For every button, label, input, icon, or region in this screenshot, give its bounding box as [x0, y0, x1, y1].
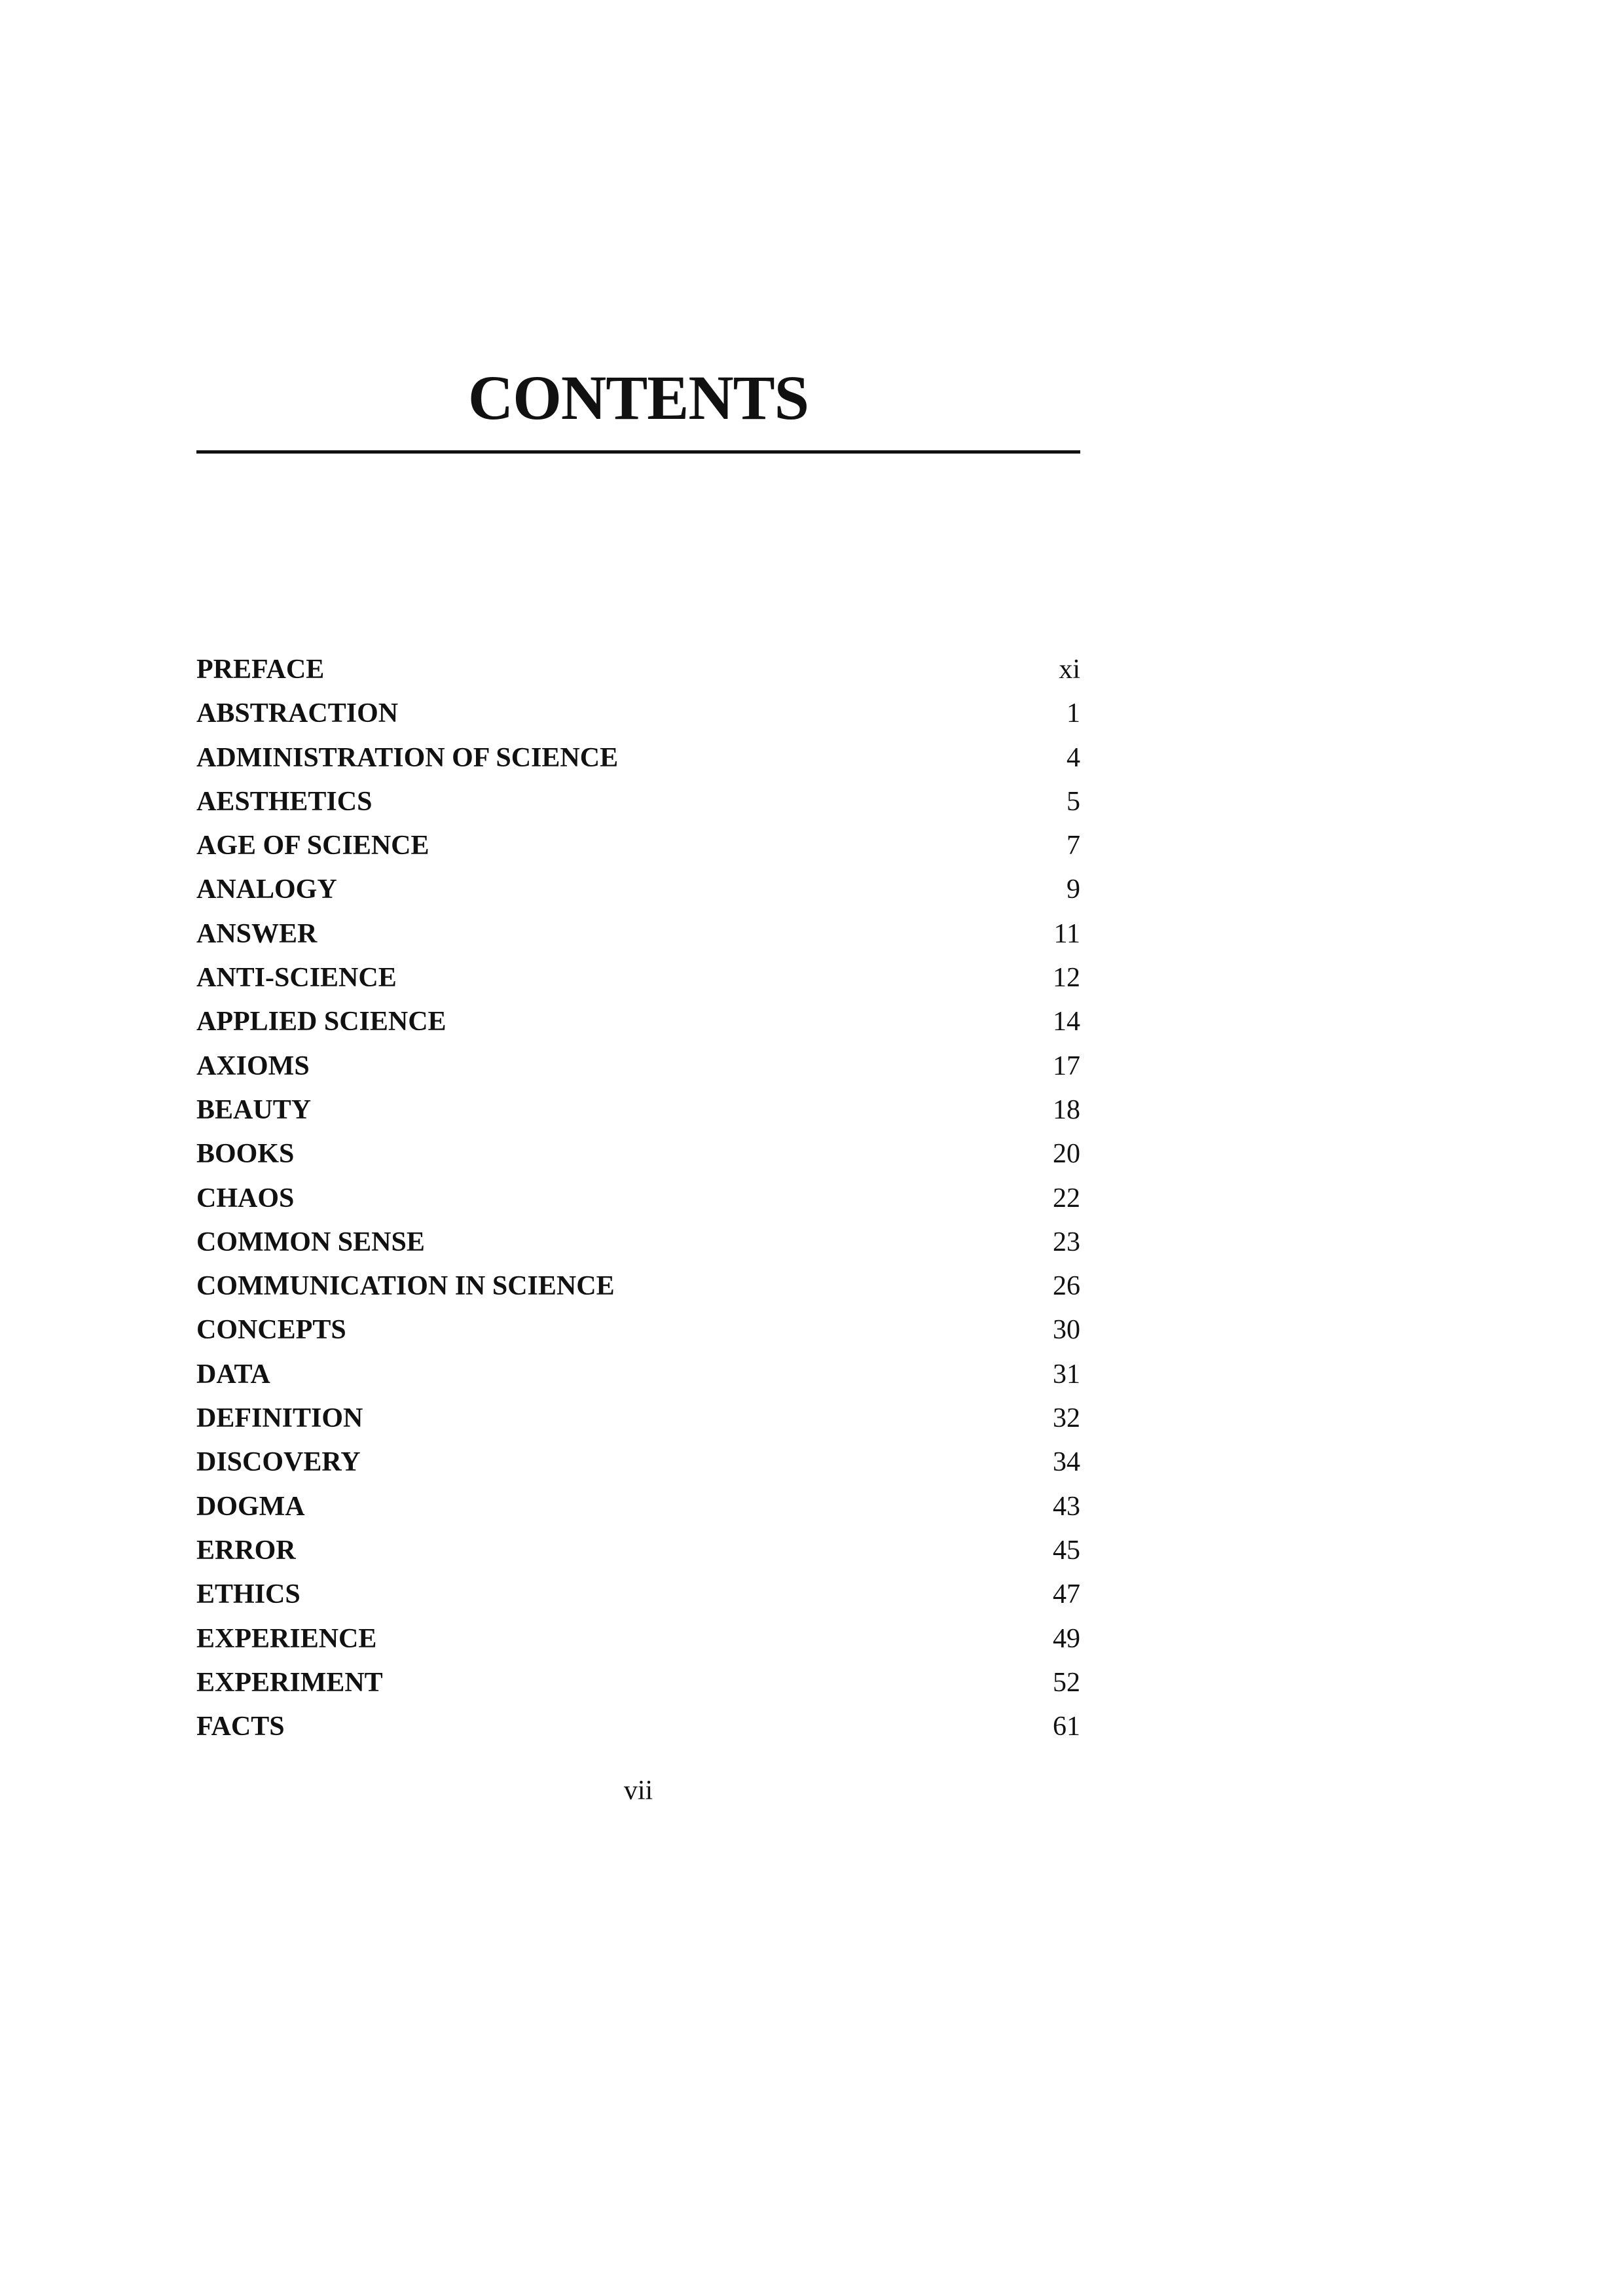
toc-entry-page: 4	[1067, 742, 1080, 773]
toc-entry	[196, 1088, 1080, 1132]
toc-entry-title: PREFACE	[196, 655, 325, 685]
toc-entry-page: 7	[1067, 831, 1080, 861]
toc-entry	[196, 736, 1080, 780]
toc-entry-title: FACTS	[196, 1712, 285, 1742]
toc-entry-title: AXIOMS	[196, 1050, 310, 1081]
toc-entry-title: ADMINISTRATION OF SCIENCE	[196, 742, 619, 773]
toc-entry-title: DOGMA	[196, 1491, 305, 1522]
toc-entry-page: 1	[1067, 698, 1080, 729]
toc-entry	[196, 1221, 1080, 1265]
toc-entry-page: 52	[1053, 1667, 1080, 1698]
toc-entry	[196, 780, 1080, 824]
table-of-contents	[196, 648, 1080, 1749]
toc-entry-page: 49	[1053, 1623, 1080, 1654]
toc-entry	[196, 1265, 1080, 1308]
toc-entry-page: 31	[1053, 1359, 1080, 1390]
toc-entry-page: 22	[1053, 1183, 1080, 1213]
toc-entry	[196, 912, 1080, 956]
toc-entry-title: APPLIED SCIENCE	[196, 1007, 447, 1037]
toc-entry	[196, 1000, 1080, 1044]
toc-entry-page: 34	[1053, 1447, 1080, 1478]
toc-entry-title: ANALOGY	[196, 874, 337, 905]
toc-entry-title: BEAUTY	[196, 1094, 312, 1125]
toc-entry-page: 12	[1053, 963, 1080, 994]
toc-entry-title: ERROR	[196, 1535, 296, 1566]
toc-entry-title: DEFINITION	[196, 1403, 363, 1434]
toc-entry	[196, 1573, 1080, 1617]
toc-entry	[196, 1485, 1080, 1529]
toc-entry-title: BOOKS	[196, 1139, 295, 1170]
toc-entry-page: 20	[1053, 1139, 1080, 1170]
toc-entry-title: DISCOVERY	[196, 1447, 361, 1478]
toc-entry-title: CHAOS	[196, 1183, 295, 1213]
toc-entry	[196, 648, 1080, 692]
toc-entry-page: 23	[1053, 1227, 1080, 1257]
toc-entry	[196, 1132, 1080, 1176]
toc-entry-title: AESTHETICS	[196, 786, 373, 817]
toc-entry-page: 5	[1067, 786, 1080, 817]
toc-entry-title: CONCEPTS	[196, 1315, 346, 1346]
toc-entry-page: 17	[1053, 1050, 1080, 1081]
toc-entry-page: 32	[1053, 1403, 1080, 1434]
toc-entry-page: 11	[1053, 918, 1080, 949]
toc-entry-page: 45	[1053, 1535, 1080, 1566]
page-title: CONTENTS	[467, 363, 809, 433]
title-rule	[196, 450, 1080, 454]
page-number: vii	[623, 1776, 653, 1806]
toc-entry	[196, 956, 1080, 1000]
toc-entry-page: 43	[1053, 1491, 1080, 1522]
toc-entry	[196, 1045, 1080, 1088]
toc-entry	[196, 1308, 1080, 1352]
toc-entry-title: ABSTRACTION	[196, 698, 399, 729]
toc-entry	[196, 1705, 1080, 1749]
toc-entry	[196, 1441, 1080, 1484]
toc-entry-page: xi	[1059, 655, 1080, 685]
toc-entry-page: 14	[1053, 1007, 1080, 1037]
toc-entry-title: ANTI-SCIENCE	[196, 963, 397, 994]
toc-entry	[196, 824, 1080, 868]
toc-entry-title: EXPERIMENT	[196, 1667, 383, 1698]
toc-entry	[196, 1177, 1080, 1221]
toc-entry-title: ANSWER	[196, 918, 318, 949]
toc-entry-title: DATA	[196, 1359, 270, 1390]
toc-entry-title: AGE OF SCIENCE	[196, 831, 429, 861]
toc-entry-page: 9	[1067, 874, 1080, 905]
toc-entry	[196, 868, 1080, 912]
toc-entry-page: 30	[1053, 1315, 1080, 1346]
toc-entry-page: 26	[1053, 1271, 1080, 1302]
toc-entry	[196, 1353, 1080, 1397]
toc-entry	[196, 1529, 1080, 1573]
toc-entry-title: COMMON SENSE	[196, 1227, 425, 1257]
toc-entry	[196, 1661, 1080, 1705]
toc-entry-page: 61	[1053, 1712, 1080, 1742]
toc-entry-title: EXPERIENCE	[196, 1623, 377, 1654]
toc-entry	[196, 692, 1080, 736]
toc-entry	[196, 1397, 1080, 1441]
toc-entry-title: COMMUNICATION IN SCIENCE	[196, 1271, 615, 1302]
toc-entry-title: ETHICS	[196, 1579, 301, 1610]
toc-entry-page: 47	[1053, 1579, 1080, 1610]
toc-entry-page: 18	[1053, 1094, 1080, 1125]
toc-entry	[196, 1617, 1080, 1661]
